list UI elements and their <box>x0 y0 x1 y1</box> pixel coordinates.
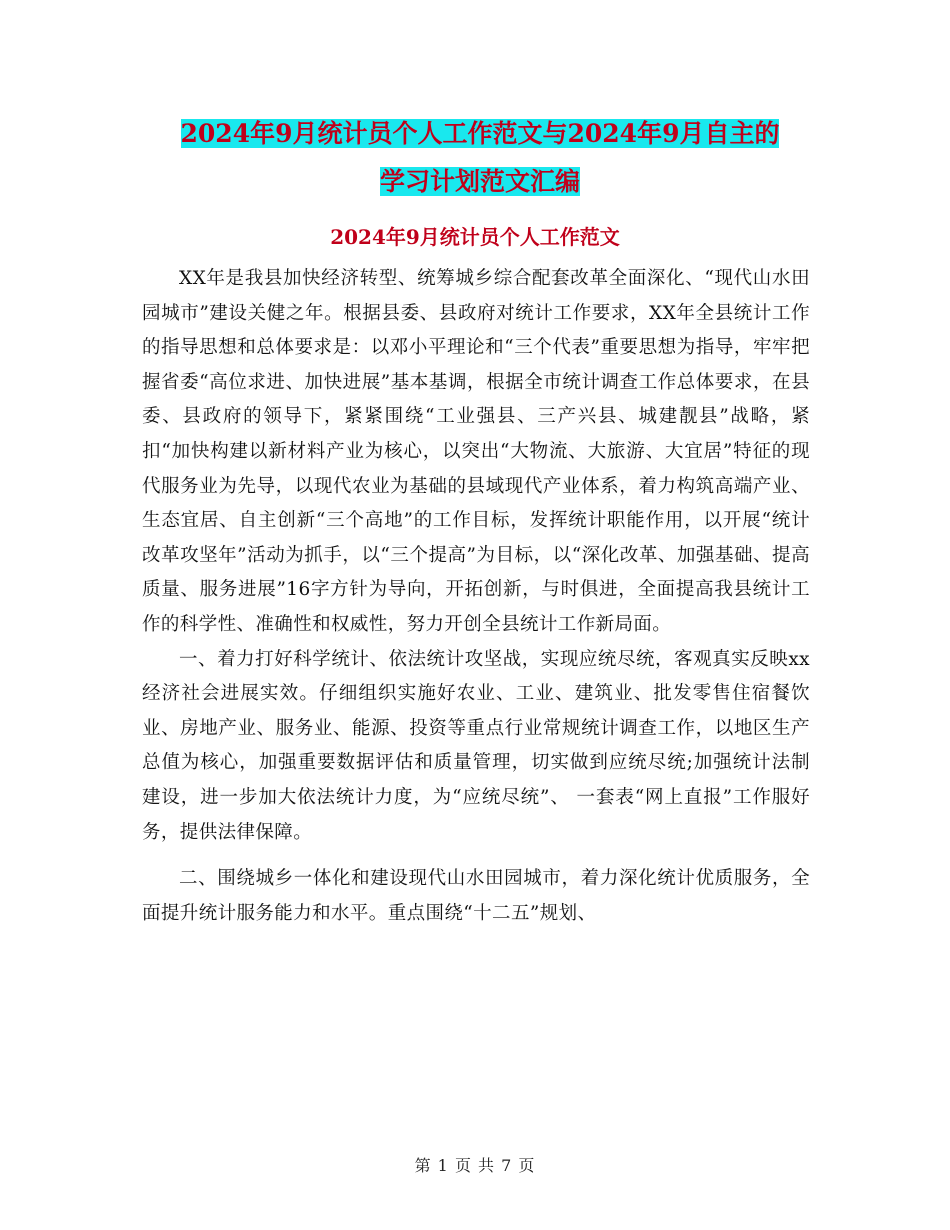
document-title <box>150 110 810 206</box>
section-heading: 2024年9月统计员个人工作范文 <box>330 225 620 249</box>
body-paragraph-point-2: 二、围绕城乡一体化和建设现代山水田园城市，着力深化统计优质服务，全面提升统计服务能力和水平。重点围绕“十二五”规划、 <box>142 868 810 924</box>
document-title-line-1: 2024年9月统计员个人工作范文与2024年9月自主的 <box>180 119 780 148</box>
document-title-line-2: 学习计划范文汇编 <box>379 167 580 196</box>
body-paragraph-point-1: 一、着力打好科学统计、依法统计攻坚战，实现应统尽统，客观真实反映xx经济社会进展实效。仔细组织实施好农业、工业、建筑业、批发零售住宿餐饮业、房地产业、服务业、能源、投资等重点行业常规统计调查工作，以地区生产总值为核心，加强重要数据评估和质量管理，切实做到应统尽统;加强统计法制建设，进一步加大依法统计力度，为“应统尽统”、 一套表“网上直报”工作服好务，提供法律保障。 <box>142 648 810 843</box>
body-paragraph-intro: XX年是我县加快经济转型、统筹城乡综合配套改革全面深化、“现代山水田园城市”建设关健之年。根据县委、县政府对统计工作要求，XX年全县统计工作的指导思想和总体要求是：以邓小平理论和“三个代表”重要思想为指导，牢牢把握省委“高位求进、加快进展”基本基调，根据全市统计调查工作总体要求，在县委、县政府的领导下，紧紧围绕“工业强县、三产兴县、城建靓县”战略，紧扣“加快构建以新材料产业为核心，以突出“大物流、大旅游、大宜居”特征的现代服务业为先导，以现代农业为基础的县域现代产业体系，着力构筑高端产业、生态宜居、自主创新“三个高地”的工作目标，发挥统计职能作用，以开展“统计改革攻坚年”活动为抓手，以“三个提高”为目标，以“深化改革、加强基础、提高质量、服务进展”16字方针为导向，开拓创新，与时俱进，全面提高我县统计工作的科学性、准确性和权威性，努力开创全县统计工作新局面。 <box>142 268 810 635</box>
section-body <box>142 262 810 931</box>
page-number-footer: 第 1 页 共 7 页 <box>414 1156 536 1175</box>
